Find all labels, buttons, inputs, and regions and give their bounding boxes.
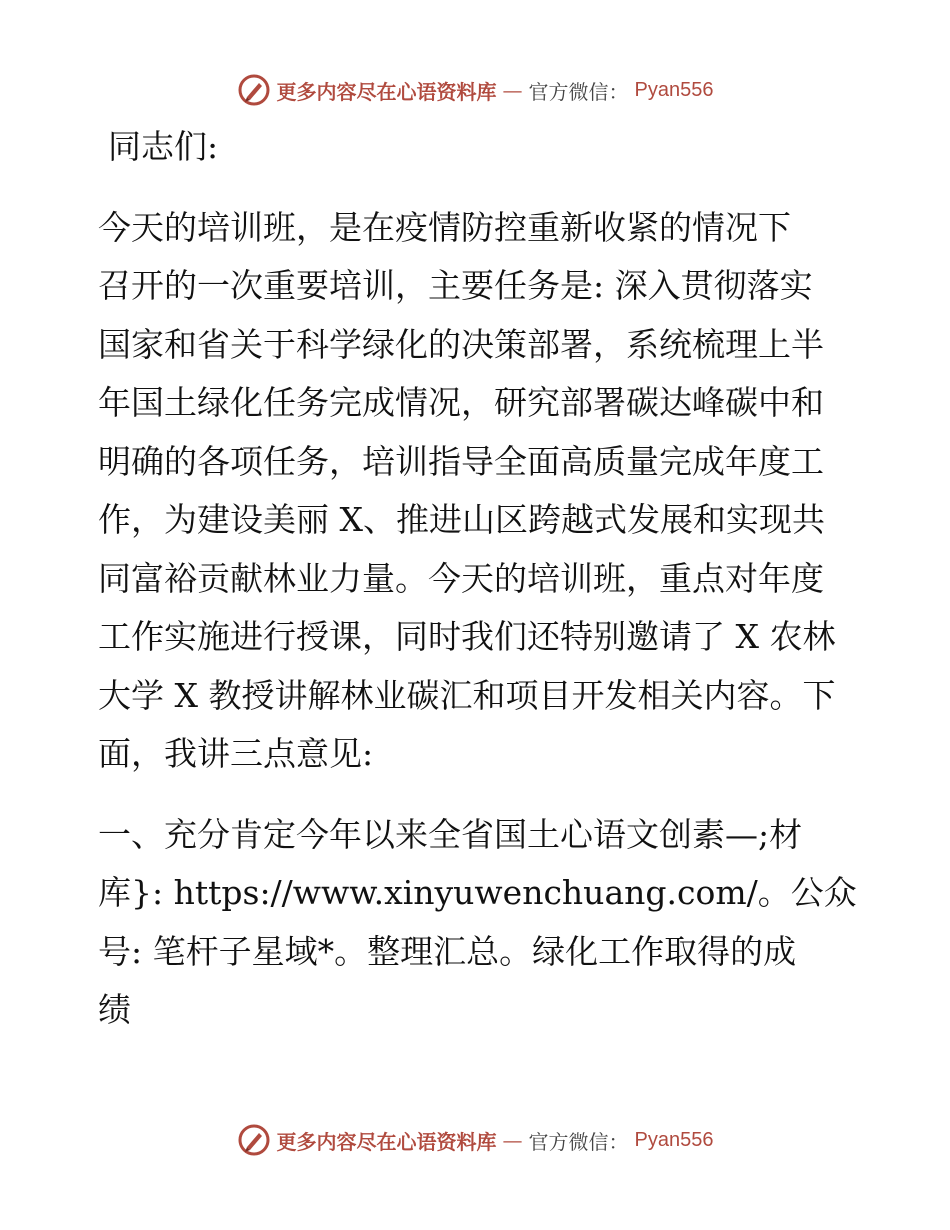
header-brand-text: 更多内容尽在心语资料库 bbox=[276, 79, 497, 104]
paragraph-line: 绩 bbox=[98, 990, 131, 1029]
footer-separator: — bbox=[502, 1128, 523, 1152]
footer-wechat-id: Pyan556 bbox=[634, 1128, 714, 1151]
paragraph-section-one bbox=[98, 806, 858, 1040]
paragraph-line: 面，我讲三点意见: bbox=[98, 734, 374, 773]
header-separator: — bbox=[502, 78, 523, 102]
header-banner bbox=[0, 68, 950, 112]
paragraph-line: 库}: https://www.xinyuwenchuang.com/。公众 bbox=[98, 873, 857, 912]
footer-banner bbox=[0, 1118, 950, 1162]
paragraph-line: 国家和省关于科学绿化的决策部署，系统梳理上半 bbox=[98, 324, 824, 364]
paragraph-line: 大学 X 教授讲解林业碳汇和项目开发相关内容。下 bbox=[98, 675, 836, 715]
paragraph-line: 今天的培训班，是在疫情防控重新收紧的情况下 bbox=[98, 207, 791, 247]
footer-brand-text: 更多内容尽在心语资料库 bbox=[276, 1129, 497, 1154]
document-body bbox=[98, 118, 858, 1040]
paragraph-line: 年国土绿化任务完成情况，研究部署碳达峰碳中和 bbox=[98, 383, 824, 422]
paragraph-line: 一、充分肯定今年以来全省国土心语文创素—;材 bbox=[98, 814, 803, 854]
paragraph-line: 同富裕贡献林业力量。今天的培训班，重点对年度 bbox=[98, 558, 824, 598]
paragraph-line: 号: 笔杆子星域*。整理汇总。绿化工作取得的成 bbox=[98, 931, 797, 971]
paragraph-intro bbox=[98, 199, 858, 784]
header-official-label: 官方微信： bbox=[528, 79, 629, 104]
paragraph-line: 作，为建设美丽 X、推进山区跨越式发展和实现共 bbox=[98, 500, 825, 539]
footer-official-label: 官方微信： bbox=[528, 1129, 629, 1154]
header-wechat-id: Pyan556 bbox=[634, 78, 714, 101]
paragraph-line: 召开的一次重要培训，主要任务是: 深入贯彻落实 bbox=[98, 266, 813, 305]
paragraph-line: 明确的各项任务，培训指导全面高质量完成年度工 bbox=[98, 441, 824, 481]
pen-circle-logo-icon bbox=[237, 1123, 271, 1157]
pen-circle-logo-icon bbox=[237, 73, 271, 107]
paragraph-line: 工作实施进行授课，同时我们还特别邀请了 X 农林 bbox=[98, 617, 836, 656]
salutation: 同志们: bbox=[108, 127, 219, 166]
